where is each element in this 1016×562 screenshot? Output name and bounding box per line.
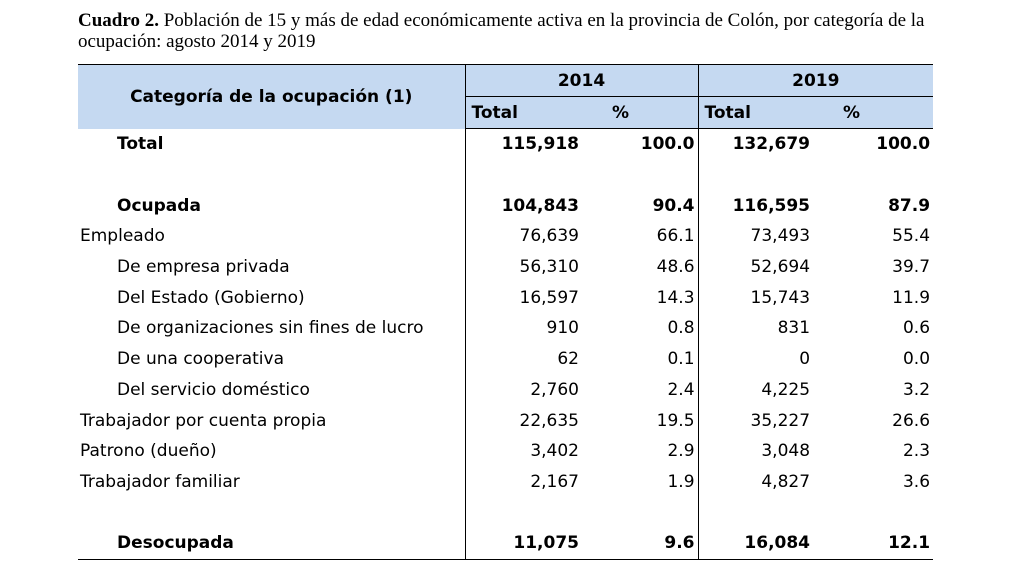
table-row — [78, 221, 933, 252]
cell-pct-2019: 3.6 — [902, 471, 931, 492]
header-total-2014: Total — [465, 97, 582, 129]
caption-prefix: Cuadro 2. — [78, 10, 159, 31]
cell-total-2014: 104,843 — [501, 195, 579, 216]
cell-pct-2014: 90.4 — [582, 190, 698, 221]
cell-total-2019: 35,227 — [750, 410, 811, 431]
data-table — [78, 64, 933, 560]
cell-pct-2014: 48.6 — [582, 252, 698, 283]
row-label: Del servicio doméstico — [78, 375, 465, 406]
cell-total-2014: 62 — [557, 349, 579, 370]
header-year-2019: 2019 — [698, 65, 933, 97]
cell-pct-2014: 14.3 — [582, 282, 698, 313]
cell-pct-2014: 2.4 — [582, 375, 698, 406]
cell-pct-2014: 66.1 — [582, 221, 698, 252]
table-row — [78, 528, 933, 559]
row-label: Del Estado (Gobierno) — [78, 282, 465, 313]
cell-pct-2019: 11.9 — [892, 287, 931, 308]
row-label: Trabajador familiar — [78, 467, 465, 498]
spacer-row — [78, 160, 933, 191]
cell-total-2019: 4,225 — [761, 379, 811, 400]
cell-pct-2014: 0.8 — [582, 313, 698, 344]
cell-total-2014: 11,075 — [465, 528, 582, 559]
header-pct-2019: % — [813, 97, 933, 129]
header-category: Categoría de la ocupación (1) — [78, 65, 465, 129]
table-row — [78, 190, 933, 221]
spacer-row — [78, 497, 933, 528]
table-row — [78, 467, 933, 498]
cell-pct-2014: 100.0 — [582, 129, 698, 160]
row-label: De una cooperativa — [78, 344, 465, 375]
row-label: Patrono (dueño) — [78, 436, 465, 467]
table-row — [78, 344, 933, 375]
cell-total-2014: 910 — [546, 318, 579, 339]
cell-pct-2014: 1.9 — [582, 467, 698, 498]
cell-pct-2019: 100.0 — [876, 134, 931, 155]
cell-pct-2019: 39.7 — [892, 257, 931, 278]
cell-total-2014: 76,639 — [519, 226, 579, 247]
table-row — [78, 129, 933, 160]
table-row — [78, 282, 933, 313]
cell-pct-2014: 9.6 — [582, 528, 698, 559]
row-label: De empresa privada — [78, 252, 465, 283]
cell-pct-2019: 26.6 — [892, 410, 931, 431]
row-label: Trabajador por cuenta propia — [78, 405, 465, 436]
cell-total-2014: 56,310 — [519, 257, 579, 278]
cell-total-2014: 22,635 — [519, 410, 579, 431]
cell-pct-2019: 55.4 — [892, 226, 931, 247]
row-label: Total — [78, 129, 465, 160]
cell-total-2019: 132,679 — [732, 134, 811, 155]
cell-total-2019: 831 — [777, 318, 811, 339]
cell-total-2014: 115,918 — [501, 134, 579, 155]
cell-total-2014: 3,402 — [530, 441, 579, 462]
cell-pct-2014: 19.5 — [582, 405, 698, 436]
cell-pct-2019: 2.3 — [902, 441, 931, 462]
row-label: Empleado — [78, 221, 465, 252]
cell-pct-2014: 0.1 — [582, 344, 698, 375]
header-pct-2014: % — [582, 97, 698, 129]
row-label: Ocupada — [78, 190, 465, 221]
cell-pct-2019: 0.6 — [902, 318, 931, 339]
cell-total-2019: 15,743 — [750, 287, 811, 308]
header-total-2019: Total — [698, 97, 813, 129]
cell-total-2019: 52,694 — [750, 257, 811, 278]
caption-text: Población de 15 y más de edad económicamente activa en la provincia de Colón, por categoría de la ocupación: agosto 2014 y 2019 — [78, 10, 925, 52]
cell-total-2019: 3,048 — [761, 441, 811, 462]
table-row — [78, 405, 933, 436]
row-label: Desocupada — [78, 528, 465, 559]
cell-total-2019: 16,084 — [698, 528, 813, 559]
cell-total-2019: 116,595 — [732, 195, 811, 216]
table-row — [78, 436, 933, 467]
cell-pct-2019: 3.2 — [902, 379, 931, 400]
cell-pct-2019: 12.1 — [813, 528, 933, 559]
cell-total-2014: 2,167 — [530, 471, 579, 492]
cell-total-2019: 0 — [799, 349, 811, 370]
cell-total-2014: 2,760 — [530, 379, 579, 400]
cell-total-2014: 16,597 — [519, 287, 579, 308]
cell-total-2019: 4,827 — [761, 471, 811, 492]
table-row — [78, 375, 933, 406]
table-row — [78, 252, 933, 283]
cell-pct-2019: 87.9 — [888, 195, 931, 216]
cell-total-2019: 73,493 — [750, 226, 811, 247]
cell-pct-2014: 2.9 — [582, 436, 698, 467]
cell-pct-2019: 0.0 — [902, 349, 931, 370]
header-year-2014: 2014 — [465, 65, 698, 97]
table-caption — [78, 10, 978, 52]
table-row — [78, 313, 933, 344]
row-label: De organizaciones sin fines de lucro — [78, 313, 465, 344]
